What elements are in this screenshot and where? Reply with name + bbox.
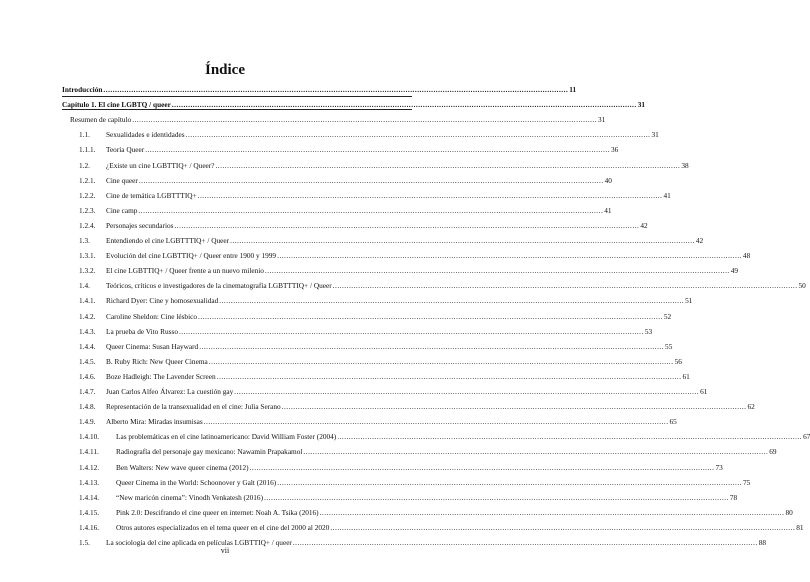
toc-entry-number: 1.4.14.: [79, 492, 100, 502]
toc-entry-number: 1.4.12.: [79, 462, 100, 472]
toc-entry-page: 48: [742, 251, 751, 261]
dot-leader: ........................................................................................................................................................................................................: [145, 145, 611, 155]
toc-entry-number: 1.4.3.: [79, 326, 96, 336]
toc-entry[interactable]: [0, 326, 653, 338]
dot-leader: ........................................................................................................................................................................................................: [185, 130, 651, 140]
dot-leader: ........................................................................................................................................................................................................: [264, 266, 730, 276]
toc-entry-number: 1.2.2.: [79, 190, 96, 200]
dot-leader: ........................................................................................................................................................................................................: [178, 326, 644, 336]
toc-entry-title: Pink 2.0: Descifrando el cine queer en internet: Noah A. Tsika (2016): [116, 507, 319, 517]
toc-entry-number: 1.5.: [79, 538, 90, 547]
toc-entry-page: 38: [681, 160, 689, 170]
toc-entry-number: 1.4.16.: [79, 522, 100, 532]
toc-entry-number: 1.4.2.: [79, 311, 96, 321]
toc-entry[interactable]: [0, 522, 804, 534]
toc-entry-number: 1.1.: [79, 130, 90, 140]
toc-entry-page: 80: [785, 507, 793, 517]
toc-entry-page: 31: [651, 130, 659, 140]
toc-entry-title: Capítulo 1. El cine LGBTQ / queer: [62, 100, 171, 110]
dot-leader: ........................................................................................................................................................................................................: [264, 492, 729, 502]
toc-entry[interactable]: [0, 341, 673, 353]
toc-entry[interactable]: [0, 160, 689, 172]
page-number: vii: [220, 546, 230, 555]
toc-entry-title: Sexualidades e identidades: [106, 130, 185, 140]
dot-leader: ........................................................................................................................................................................................................: [198, 311, 663, 321]
toc-entry[interactable]: [0, 280, 806, 292]
dot-leader: ........................................................................................................................................................................................................: [171, 100, 637, 110]
dot-leader: ........................................................................................................................................................................................................: [138, 175, 604, 185]
dot-leader: ........................................................................................................................................................................................................: [216, 371, 682, 381]
toc-entry[interactable]: [0, 144, 619, 156]
dot-leader: ........................................................................................................................................................................................................: [277, 477, 743, 487]
toc-entry[interactable]: [0, 175, 612, 187]
toc-entry[interactable]: [0, 311, 672, 323]
toc-entry-number: 1.4.9.: [79, 417, 96, 427]
toc-entry[interactable]: [0, 371, 690, 383]
toc-entry-number: 1.4.10.: [79, 432, 100, 442]
toc-entry-title: Introducción: [62, 85, 103, 94]
toc-entry-number: 1.4.4.: [79, 341, 96, 351]
toc-entry[interactable]: [0, 129, 659, 141]
toc-entry-number: 1.4.6.: [79, 371, 96, 381]
toc-entry-title: Radiografía del personaje gay mexicano: Nawamin Prapakamol: [116, 447, 303, 457]
dot-leader: ........................................................................................................................................................................................................: [281, 402, 747, 412]
toc-entry[interactable]: [0, 114, 606, 126]
toc-entry[interactable]: [0, 401, 755, 413]
toc-entry-title: Cine camp: [106, 205, 138, 215]
toc-entry[interactable]: [0, 220, 648, 232]
toc-entry-page: 11: [569, 85, 577, 94]
toc-entry-page: 49: [730, 266, 739, 276]
toc-entry-title: Resumen de capítulo: [70, 115, 132, 125]
toc-entry-title: Queer Cinema in the World: Schoonover y Galt (2016): [116, 477, 277, 487]
toc-entry-number: 1.4.5.: [79, 356, 96, 366]
dot-leader: ........................................................................................................................................................................................................: [103, 85, 569, 94]
toc-entry[interactable]: [0, 205, 612, 217]
dot-leader: ........................................................................................................................................................................................................: [337, 432, 803, 442]
toc-entry[interactable]: [0, 250, 751, 262]
dot-leader: ........................................................................................................................................................................................................: [132, 115, 598, 125]
toc-entry-title: Representación de la transexualidad en el cine: Julia Serano: [106, 402, 281, 412]
toc-entry-page: 88: [758, 538, 766, 547]
toc-entry-page: 56: [674, 356, 682, 366]
dot-leader: ........................................................................................................................................................................................................: [138, 205, 604, 215]
dot-leader: ........................................................................................................................................................................................................: [292, 538, 758, 547]
toc-entry-page: 81: [796, 522, 804, 532]
toc-entry[interactable]: [0, 446, 777, 458]
toc-entry-title: Cine de temática LGBTTTIQ+: [106, 190, 197, 200]
toc-entry-number: 1.3.: [79, 236, 90, 245]
toc-entry-page: 31: [637, 100, 645, 110]
dot-leader: ........................................................................................................................................................................................................: [174, 220, 640, 230]
toc-entry[interactable]: [0, 84, 577, 96]
toc-entry-title: El cine LGBTTIQ+ / Queer frente a un nuevo milenio: [106, 266, 264, 276]
toc-entry-page: 36: [611, 145, 619, 155]
toc-entry[interactable]: [0, 492, 738, 504]
toc-entry-number: 1.4.7.: [79, 387, 96, 396]
dot-leader: ........................................................................................................................................................................................................: [303, 447, 769, 457]
dot-leader: ........................................................................................................................................................................................................: [230, 236, 695, 245]
toc-entry-title: Juan Carlos Alfeo Álvarez: La cuestión gay: [106, 387, 234, 396]
dot-leader: ........................................................................................................................................................................................................: [234, 387, 700, 396]
toc-entry-number: 1.4.8.: [79, 402, 96, 412]
toc-entry-title: Cine queer: [106, 175, 138, 185]
toc-entry-number: 1.2.1.: [79, 175, 96, 185]
toc-entry-number: 1.2.: [79, 160, 90, 170]
toc-entry-title: Richard Dyer: Cine y homosexualidad: [106, 296, 219, 306]
dot-leader: ........................................................................................................................................................................................................: [249, 462, 715, 472]
toc-entry-number: 1.2.4.: [79, 220, 96, 230]
toc-entry-number: 1.2.3.: [79, 205, 96, 215]
toc-entry[interactable]: [0, 386, 708, 398]
dot-leader: ........................................................................................................................................................................................................: [219, 296, 685, 306]
toc-entry-number: 1.4.15.: [79, 507, 100, 517]
toc-entry-page: 62: [747, 402, 755, 412]
toc-entry[interactable]: [0, 190, 671, 202]
toc-entry-page: 78: [729, 492, 738, 502]
toc-entry-title: Ben Walters: New wave queer cinema (2012): [116, 462, 249, 472]
page-title: Índice: [204, 62, 245, 78]
toc-entry-page: 40: [604, 175, 612, 185]
toc-entry-title: Alberto Mira: Miradas insumisas: [106, 417, 203, 427]
toc-entry-page: 55: [665, 341, 673, 351]
toc-entry-title: Queer Cinema: Susan Hayward: [106, 341, 199, 351]
toc-entry-page: 69: [769, 447, 777, 457]
toc-entry-page: 53: [644, 326, 653, 336]
toc-entry-page: 42: [695, 236, 704, 245]
toc-entry-page: 51: [685, 296, 693, 306]
dot-leader: ........................................................................................................................................................................................................: [199, 341, 665, 351]
toc-entry-title: Las problemáticas en el cine latinoamericano: David William Foster (2004): [116, 432, 337, 442]
toc-entry[interactable]: [0, 295, 693, 307]
toc-entry[interactable]: [0, 462, 723, 474]
toc-entry[interactable]: [0, 477, 751, 489]
toc-entry-page: 61: [700, 387, 708, 396]
toc-entry-number: 1.4.1.: [79, 296, 96, 306]
toc-entry-title: La prueba de Vito Russo: [106, 326, 178, 336]
toc-entry[interactable]: [0, 265, 739, 277]
dot-leader: ........................................................................................................................................................................................................: [215, 160, 681, 170]
toc-entry-number: 1.4.: [79, 281, 90, 291]
toc-entry-number: 1.3.2.: [79, 266, 96, 276]
toc-entry-page: 67: [803, 432, 810, 442]
dot-leader: ........................................................................................................................................................................................................: [330, 522, 796, 532]
toc-entry-page: 52: [663, 311, 672, 321]
toc-entry-number: 1.4.11.: [79, 447, 99, 457]
toc-entry-number: 1.3.1.: [79, 251, 96, 261]
toc-entry[interactable]: [0, 507, 793, 519]
toc-entry-title: Boze Hadleigh: The Lavender Screen: [106, 371, 216, 381]
toc-entry-number: 1.4.13.: [79, 477, 100, 487]
dot-leader: ........................................................................................................................................................................................................: [277, 251, 742, 261]
dot-leader: ........................................................................................................................................................................................................: [332, 281, 798, 291]
toc-entry-title: B. Ruby Rich: New Queer Cinema: [106, 356, 208, 366]
toc-entry-page: 50: [798, 281, 806, 291]
dot-leader: ........................................................................................................................................................................................................: [319, 507, 785, 517]
toc-entry-page: 31: [598, 115, 606, 125]
toc-entry-page: 41: [604, 205, 612, 215]
toc-entry-title: Caroline Sheldon: Cine lésbico: [106, 311, 197, 321]
toc-entry-title: Entendiendo el cine LGBTTTIQ+ / Queer: [106, 236, 230, 245]
toc-entry[interactable]: [0, 431, 810, 443]
dot-leader: ........................................................................................................................................................................................................: [208, 356, 674, 366]
toc-entry-title: Teoría Queer: [106, 145, 145, 155]
toc-entry-title: La sociología del cine aplicada en películas LGBTTIQ+ / queer: [106, 538, 292, 547]
toc-entry-page: 41: [663, 190, 671, 200]
dot-leader: ........................................................................................................................................................................................................: [203, 417, 669, 427]
toc-entry[interactable]: [0, 235, 704, 247]
toc-entry-title: Otros autores especializados en el tema queer en el cine del 2000 al 2020: [116, 522, 330, 532]
toc-entry-title: ¿Existe un cine LGBTTIQ+ / Queer?: [106, 160, 215, 170]
toc-entry[interactable]: [0, 356, 682, 368]
toc-entry-page: 65: [669, 417, 677, 427]
toc-entry-page: 73: [715, 462, 723, 472]
toc-entry-title: “New maricón cinema”: Vinodh Venkatesh (2016): [116, 492, 264, 502]
toc-entry-number: 1.1.1.: [79, 145, 96, 155]
toc-entry-title: Personajes secundarios: [106, 220, 174, 230]
toc-entry[interactable]: [0, 99, 645, 111]
toc-entry-page: 61: [682, 371, 690, 381]
toc-entry[interactable]: [0, 416, 677, 428]
toc-entry-title: Teóricos, críticos e investigadores de la cinematografía LGBTTTIQ+ / Queer: [106, 281, 332, 291]
toc-entry-page: 42: [640, 220, 648, 230]
toc-entry-title: Evolución del cine LGBTTIQ+ / Queer entre 1900 y 1999: [106, 251, 277, 261]
toc-entry-page: 75: [743, 477, 751, 487]
dot-leader: ........................................................................................................................................................................................................: [197, 190, 663, 200]
